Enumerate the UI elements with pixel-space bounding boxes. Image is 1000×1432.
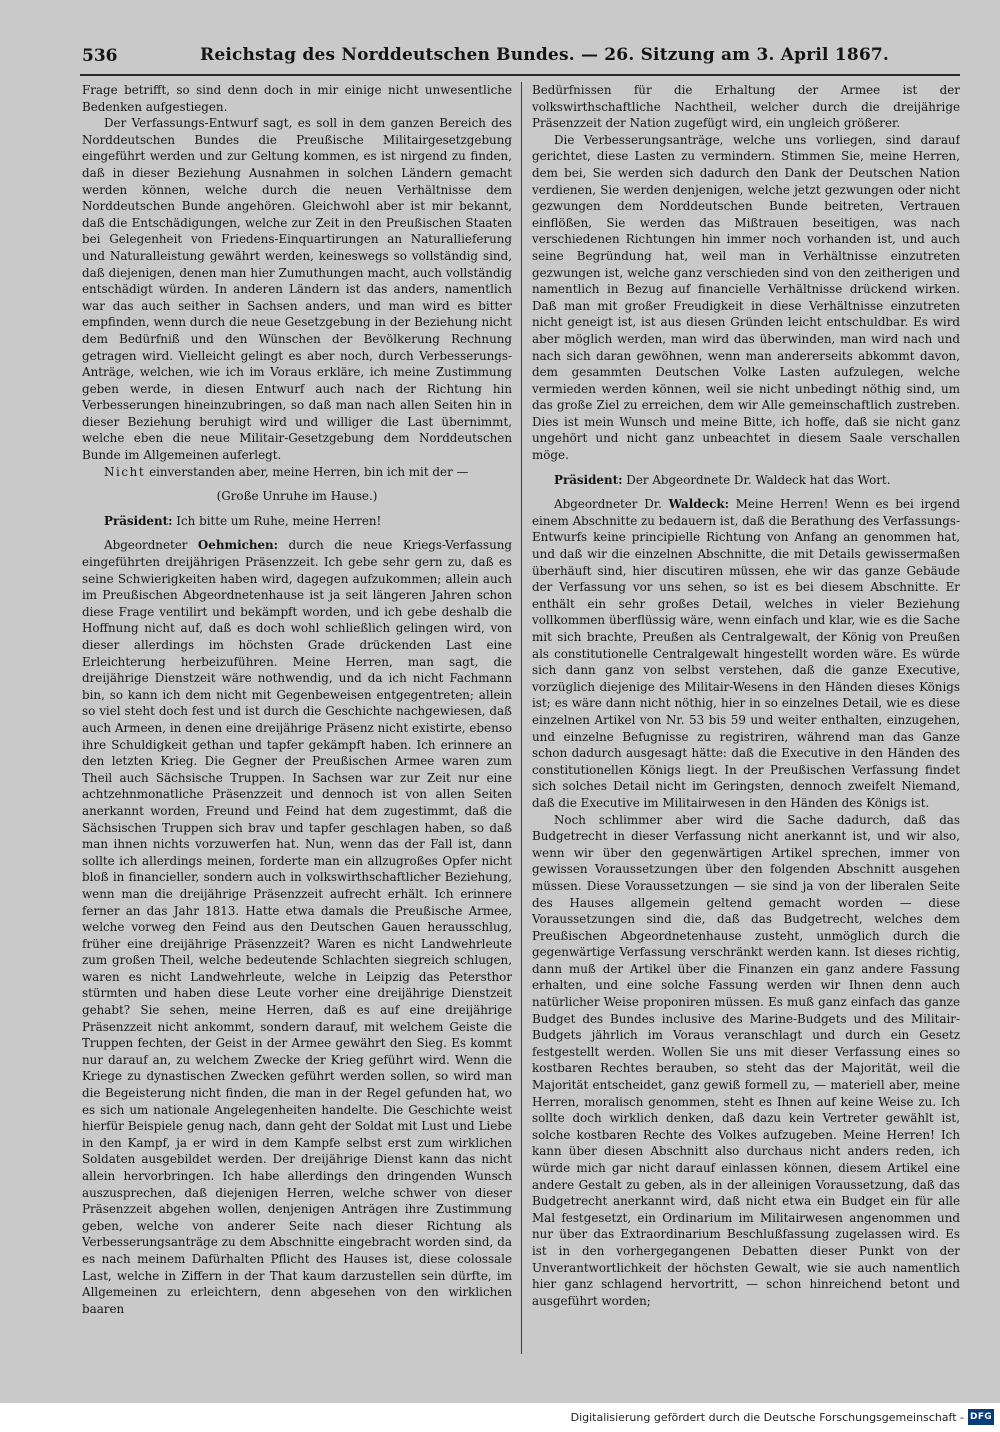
right-column [532,82,960,1360]
paragraph [82,464,512,481]
speaker-name: Oehmichen: [197,538,279,553]
page-number: 536 [82,46,118,66]
president-remark [532,472,960,489]
digitization-footer [0,1403,1000,1432]
spaced-word: Nicht [104,464,146,479]
left-column [82,82,512,1360]
speaker-label: Präsident: [104,513,173,528]
dfg-logo: DFG [968,1409,994,1425]
paragraph: Noch schlimmer aber wird die Sache dadurch, daß das Budgetrecht in dieser Verfassung nicht anerkannt ist, und wir also, wenn wir über den gegenwärtigen Artikel sprechen, immer von gewissen Voraussetzungen über den folgenden Abschnitt ausgehen müssen. Diese Voraussetzungen — sie sind ja von der liberalen Seite des Hauses allgemein geltend gemacht worden — diese Voraussetzungen sind die, daß das Budgetrecht, welches dem Preußischen Abgeordnetenhause zusteht, unmöglich durch die gegenwärtige Verfassung verschränkt werden kann. Ist dieses richtig, dann muß der Artikel über die Finanzen ein ganz andere Fassung erhalten, und eine solche Fassung werden wir Ihnen denn auch natürlicher Weise proponiren müssen. Es muß ganz einfach das ganze Budget des Bundes inclusive des Marine-Budgets und des Militair-Budgets jährlich im Voraus veranschlagt und durch ein Gesetz festgestellt werden. Wollen Sie uns mit dieser Verfassung eines so kostbaren Rechtes berauben, so steht das der Majorität, weil die Majorität entscheidet, ganz gewiß formell zu, — materiell aber, meine Herren, moralisch genommen, steht es Ihnen auf keine Weise zu. Ich sollte doch wirklich denken, daß dazu kein Vertreter gewählt ist, solche kostbaren Rechte des Volkes aufzugeben. Meine Herren! Ich kann über diesen Abschnitt also durchaus nicht anders reden, ich würde mich gar nicht darauf einlassen können, diesem Artikel eine andere Gestalt zu geben, als in der alleinigen Voraussetzung, daß das Budgetrecht anerkannt wird, daß nicht etwa ein Budget ein für alle Mal festgesetzt, ein Ordinarium im Militairwesen angenommen und nur über das Extraordinarium Beschlußfassung zugelassen wird. Es ist in den vorhergegangenen Debatten dieser Punkt von der Unverantwortlichkeit der höchsten Gewalt, wie sie auch namentlich hier ganz schlagend hervortritt, — schon hinreichend betont und ausgeführt worden; [532,812,960,1308]
speech-text: Der Abgeordnete Dr. Waldeck hat das Wort. [622,472,891,487]
speech-text: durch die neue Kriegs-Verfassung eingeführten dreijährigen Präsenzzeit. Ich gebe sehr gern zu, daß es seine Schwierigkeiten haben wird, dagegen aufzukommen; allein auch im Preußischen Abgeordnetenhause ist ja seit längeren Jahren schon diese Frage ventilirt und bekämpft worden, und ich gebe deshalb die Hoffnung nicht auf, daß es doch wohl schließlich gelingen wird, von dieser allerdings im höchsten Grade drückenden Last eine Erleichterung herbeizuführen. Meine Herren, man sagt, die dreijährige Dienstzeit wäre nothwendig, und da ich nicht Fachmann bin, so kann ich dem nicht mit Gegenbeweisen entgegentreten; allein so viel steht doch fest und ist durch die Geschichte nachgewiesen, daß auch Armeen, in denen eine dreijährige Präsenz nicht existirte, ebenso ihre Schuldigkeit gethan und tapfer gekämpft haben. Ich erinnere an den letzten Krieg. Die Gegner der Preußischen Armee waren zum Theil auch Sächsische Truppen. In Sachsen war zur Zeit nur eine achtzehnmonatliche Präsenzzeit und dennoch ist von allen Seiten anerkannt worden, Freund und Feind hat dem zugestimmt, daß die Sächsischen Truppen sich brav und tapfer geschlagen haben, so daß man ihnen nichts vorzuwerfen hat. Nun, wenn das der Fall ist, dann sollte ich allerdings meinen, forderte man ein allzugroßes Opfer nicht bloß in financieller, sondern auch in volkswirthschaftlicher Beziehung, wenn man die dreijährige Präsenzzeit aufrecht erhält. Ich erinnere ferner an das Jahr 1813. Hatte etwa damals die Preußische Armee, welche vorweg den Feind aus den Deutschen Gauen herausschlug, früher eine dreijährige Präsenzzeit? Waren es nicht Landwehrleute zum großen Theil, welche bedeutende Schlachten siegreich schlugen, waren es nicht Landwehrleute, welche in Leipzig das Petersthor stürmten und haben diese Leute vorher eine dreijährige Dienstzeit gehabt? Sie sehen, meine Herren, daß es auf eine dreijährige Präsenzzeit nicht ankommt, sondern darauf, mit welchem Geiste die Truppen fechten, der Geist in der Armee gewährt den Sieg. Es kommt nur darauf an, zu welchem Zwecke der Krieg geführt wird. Wenn die Kriege zu dynastischen Zwecken geführt werden sollen, so wird man die Begeisterung nicht finden, die man in der Regel gefunden hat, wo es sich um nationale Angelegenheiten handelte. Die Geschichte weist hierfür Beispiele genug nach, dann geht der Soldat mit Lust und Liebe in den Kampf, ja er wird in dem Kampfe selbst erst zum wirklichen Soldaten ausgebildet werden. Der dreijährige Dienst kann das nicht allein hervorbringen. Ich habe allerdings den dringenden Wunsch auszusprechen, daß diejenigen Herren, welche schwer von dieser Präsenzzeit abgehen wollen, denjenigen Anträgen ihre Zustimmung geben, welche von anderer Seite nach dieser Richtung als Verbesserungsanträge zu dem Abschnitte eingebracht worden sind, da es nach meinem Dafürhalten Pflicht des Hauses ist, diese colossale Last, welche in Ziffern in der That kaum darzustellen sein dürfte, im Allgemeinen zu erleichtern, denn abgesehen von den wirklichen baaren [82,538,512,1316]
speaker-intro: Abgeordneter Dr. [554,497,669,512]
column-divider [521,82,522,1354]
page-header [0,40,1000,74]
paragraph: Der Verfassungs-Entwurf sagt, es soll in dem ganzen Bereich des Norddeutschen Bundes die Preußische Militairgesetzgebung eingeführt werden und zur Geltung kommen, es ist nirgend zu finden, daß in dieser Beziehung Ausnahmen in solchen Ländern gemacht werden können, welche durch die neuen Verhältnisse dem Norddeutschen Bunde angehören. Gleichwohl aber ist mir bekannt, daß die Entschädigungen, welche zur Zeit in den Preußischen Staaten bei Gelegenheit von Friedens-Einquartirungen an Naturallieferung und Naturalleistung gewährt werden, keineswegs so vollständig sind, daß diejenigen, denen man hier Zumuthungen macht, auch vollständig entschädigt würden. In anderen Ländern ist das anders, namentlich war das auch seither in Sachsen anders, und man wird es bitter empfinden, wenn durch die neue Gesetzgebung in der Beziehung nicht dem Bedürfniß und den Wünschen der Bevölkerung Rechnung getragen wird. Vielleicht gelingt es aber noch, durch Verbesserungs-Anträge, welchen, wie ich im Voraus erkläre, ich meine Zustimmung geben werde, in diesen Entwurf auch nach der Richtung hin Verbesserungen hineinzubringen, so daß man nach allen Seiten hin in dieser Beziehung beruhigt wird und williger die Last übernimmt, welche eben die neue Militair-Gesetzgebung dem Norddeutschen Bunde im Allgemeinen auferlegt. [82,116,512,463]
speech [532,496,960,811]
paragraph-text: einverstanden aber, meine Herren, bin ich mit der — [145,464,469,479]
speaker-name: Waldeck: [668,497,729,512]
funding-note: Digitalisierung gefördert durch die Deutsche Forschungsgemeinschaft - [570,1411,964,1424]
paragraph: Frage betrifft, so sind denn doch in mir einige nicht unwesentliche Bedenken aufgestiegen. [82,83,512,114]
speech-text: Meine Herren! Wenn es bei irgend einem Abschnitte zu bedauern ist, daß die Berathung des Verfassungs-Entwurfs keine principielle Richtung von Anfang an genommen hat, und daß wir die einzelnen Abschnitte, die mit Details gewissermaßen überhäuft sind, hier discutiren müssen, ehe wir das ganze Gebäude der Verfassung vor uns sehen, so ist es bei diesem Abschnitte. Er enthält ein sehr großes Detail, welches in vieler Beziehung vollkommen überflüssig wäre, wenn einfach und klar, wie es die Sache mit sich brachte, Preußen als Centralgewalt, der König von Preußen als constitutionelle Centralgewalt hingestellt worden wäre. Es würde sich dann ganz von selbst verstehen, daß die ganze Executive, vorzüglich diejenige des Militair-Wesens in den Händen dieses Königs ist; es wäre dann nicht nöthig, hier in so einzelnes Detail, wie es diese einzelnen Artikel von Nr. 53 bis 59 und weiter enthalten, einzugehen, und einzelne Befugnisse zu registriren, während man das Ganze schon dadurch ausgesagt hätte: daß die Executive in den Händen des constitutionellen Königs liegt. In der Preußischen Verfassung findet sich solches Detail nicht im Geringsten, dennoch zweifelt Niemand, daß die Executive im Militairwesen in den Händen des Königs ist. [532,497,960,810]
stage-direction: (Große Unruhe im Hause.) [216,489,378,504]
speaker-intro: Abgeordneter [104,538,198,553]
president-remark [82,513,512,530]
running-title: Reichstag des Norddeutschen Bundes. — 26. Sitzung am 3. April 1867. [200,45,890,65]
header-rule [80,74,960,76]
speech [82,537,512,1317]
paragraph: Bedürfnissen für die Erhaltung der Armee ist der volkswirthschaftliche Nachtheil, welcher durch die dreijährige Präsenzzeit der Nation zugefügt wird, ein ungleich größerer. [532,83,960,131]
speaker-label: Präsident: [554,472,623,487]
speech-text: Ich bitte um Ruhe, meine Herren! [172,513,382,528]
paragraph: Die Verbesserungsanträge, welche uns vorliegen, sind darauf gerichtet, diese Lasten zu vermindern. Stimmen Sie, meine Herren, dem bei, Sie werden sich dadurch den Dank der Deutschen Nation verdienen, Sie werden denjenigen, welche jetzt gezwungen oder nicht gezwungen dem Norddeutschen Bunde beitreten, Vertrauen einflößen, Sie werden das Mißtrauen beseitigen, was nach verschiedenen Richtungen hin immer noch vorhanden ist, und auch seine Begründung hat, weil man in Verhältnisse einzutreten gezwungen ist, welche ganz verschieden sind von den zeitherigen und namentlich in Bezug auf financielle Verhältnisse drückend wirken. Daß man mit großer Freudigkeit in diese Verhältnisse einzutreten nicht geneigt ist, ist aus diesen Gründen leicht entschuldbar. Es wird aber möglich werden, man wird das überwinden, man wird nach und nach sich daran gewöhnen, wenn man andererseits abkommt davon, dem gesammten Deutschen Volke Lasten aufzulegen, welche vermieden werden können, weil sie nicht unbedingt nöthig sind, um das große Ziel zu erreichen, dem wir Alle gemeinschaftlich zustreben. Dies ist mein Wunsch und meine Bitte, ich hoffe, daß sie nicht ganz ungehört und nicht ganz unbeachtet in diesem Saale verschallen möge. [532,132,960,463]
